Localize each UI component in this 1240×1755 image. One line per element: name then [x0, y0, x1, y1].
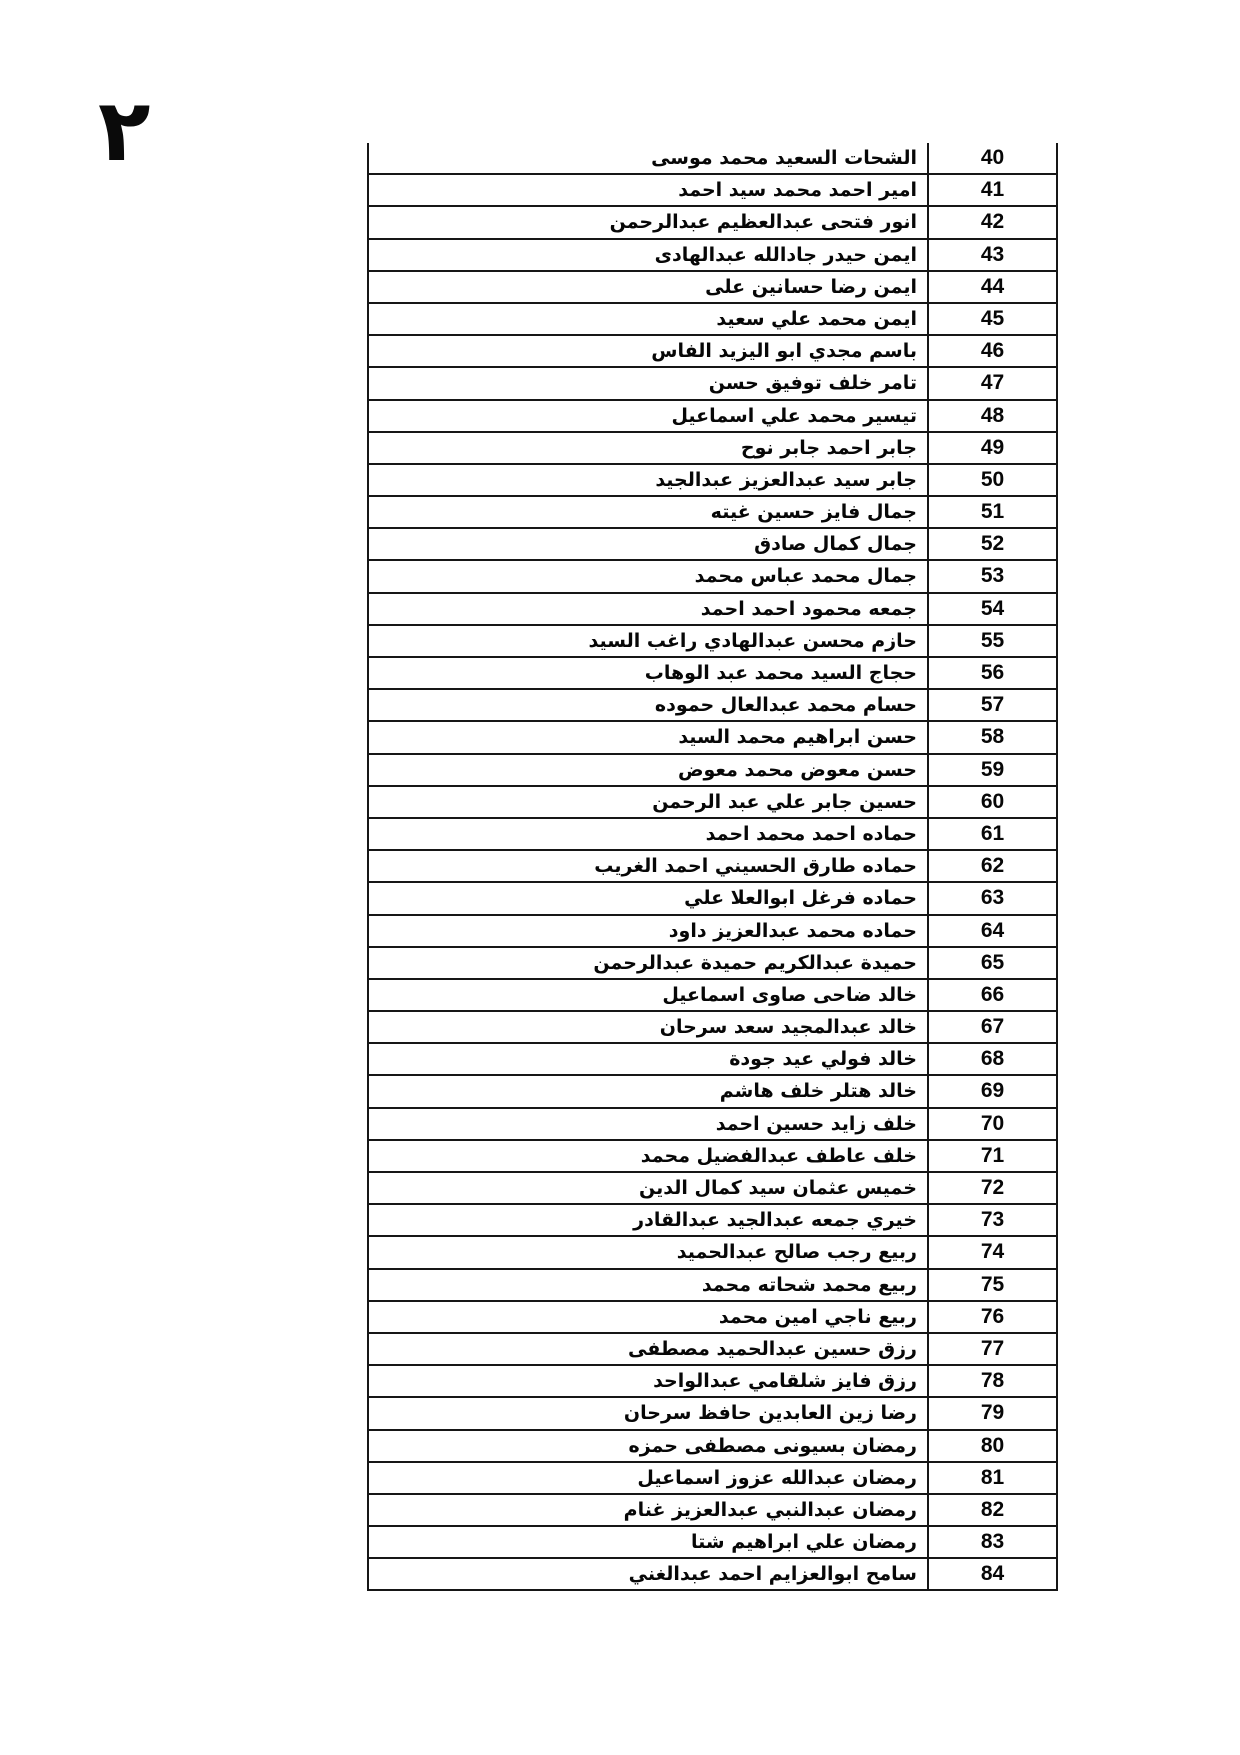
- person-name-cell: تامر خلف توفيق حسن: [708, 372, 917, 395]
- serial-number-cell: 74: [927, 1237, 1056, 1267]
- serial-number-cell: 70: [927, 1109, 1056, 1139]
- table-row: [369, 1237, 1056, 1269]
- person-name-cell: رمضان بسيونى مصطفى حمزه: [628, 1434, 917, 1457]
- table-row: [369, 1205, 1056, 1237]
- person-name-cell: خلف عاطف عبدالفضيل محمد: [640, 1144, 917, 1167]
- table-row: [369, 658, 1056, 690]
- serial-number-cell: 58: [927, 722, 1056, 752]
- person-name-cell: سامح ابوالعزايم احمد عبدالغني: [628, 1563, 917, 1586]
- table-row: [369, 175, 1056, 207]
- person-name-cell: انور فتحى عبدالعظيم عبدالرحمن: [609, 211, 917, 234]
- table-row: [369, 1431, 1056, 1463]
- person-name-cell: رزق حسين عبدالحميد مصطفى: [628, 1337, 917, 1360]
- person-name-cell: ايمن رضا حسانين على: [705, 275, 917, 298]
- serial-number-cell: 60: [927, 787, 1056, 817]
- serial-number-cell: 77: [927, 1334, 1056, 1364]
- person-name-cell: ربيع رجب صالح عبدالحميد: [676, 1241, 917, 1264]
- person-name-cell: ربيع ناجي امين محمد: [718, 1305, 917, 1328]
- person-name-cell: رمضان عبدالله عزوز اسماعيل: [637, 1466, 917, 1489]
- serial-number-cell: 44: [927, 272, 1056, 302]
- serial-number-cell: 72: [927, 1173, 1056, 1203]
- person-name-cell: حماده طارق الحسيني احمد الغريب: [594, 855, 917, 878]
- table-row: [369, 1495, 1056, 1527]
- person-name-cell: حماده احمد محمد احمد: [705, 822, 917, 845]
- table-row: [369, 948, 1056, 980]
- table-row: [369, 916, 1056, 948]
- serial-number-cell: 48: [927, 401, 1056, 431]
- person-name-cell: ايمن محمد علي سعيد: [716, 307, 917, 330]
- serial-number-cell: 56: [927, 658, 1056, 688]
- person-name-cell: خالد ضاحى صاوى اسماعيل: [662, 983, 917, 1006]
- person-name-cell: تيسير محمد علي اسماعيل: [671, 404, 917, 427]
- person-name-cell: خيري جمعه عبدالجيد عبدالقادر: [633, 1209, 917, 1232]
- table-row: [369, 1141, 1056, 1173]
- serial-number-cell: 47: [927, 368, 1056, 398]
- serial-number-cell: 82: [927, 1495, 1056, 1525]
- serial-number-cell: 51: [927, 497, 1056, 527]
- person-name-cell: خميس عثمان سيد كمال الدين: [638, 1177, 917, 1199]
- table-row: [369, 401, 1056, 433]
- table-row: [369, 465, 1056, 497]
- table-row: [369, 1109, 1056, 1141]
- person-name-cell: خالد هتلر خلف هاشم: [719, 1080, 917, 1103]
- table-row: [369, 1559, 1056, 1591]
- table-row: [369, 1270, 1056, 1302]
- person-name-cell: رضا زين العابدين حافظ سرحان: [623, 1402, 917, 1425]
- serial-number-cell: 73: [927, 1205, 1056, 1235]
- table-row: [369, 529, 1056, 561]
- table-row: [369, 561, 1056, 593]
- serial-number-cell: 83: [927, 1527, 1056, 1557]
- serial-number-cell: 50: [927, 465, 1056, 495]
- serial-number-cell: 68: [927, 1044, 1056, 1074]
- serial-number-cell: 57: [927, 690, 1056, 720]
- person-name-cell: حسن ابراهيم محمد السيد: [678, 726, 917, 749]
- person-name-cell: خالد عبدالمجيد سعد سرحان: [659, 1016, 917, 1039]
- serial-number-cell: 67: [927, 1012, 1056, 1042]
- table-row: [369, 1398, 1056, 1430]
- table-row: [369, 690, 1056, 722]
- table-row: [369, 336, 1056, 368]
- table-row: [369, 1527, 1056, 1559]
- person-name-cell: رمضان علي ابراهيم شتا: [691, 1531, 917, 1554]
- serial-number-cell: 75: [927, 1270, 1056, 1300]
- table-row: [369, 1012, 1056, 1044]
- serial-number-cell: 81: [927, 1463, 1056, 1493]
- serial-number-cell: 62: [927, 851, 1056, 881]
- person-name-cell: جمال كمال صادق: [754, 533, 917, 556]
- names-table: [367, 143, 1058, 1591]
- serial-number-cell: 63: [927, 883, 1056, 913]
- person-name-cell: امير احمد محمد سيد احمد: [678, 179, 917, 202]
- table-row: [369, 819, 1056, 851]
- serial-number-cell: 41: [927, 175, 1056, 205]
- table-row: [369, 594, 1056, 626]
- table-row: [369, 497, 1056, 529]
- serial-number-cell: 53: [927, 561, 1056, 591]
- table-row: [369, 1302, 1056, 1334]
- page-number: ٢: [98, 81, 151, 181]
- table-row: [369, 207, 1056, 239]
- table-row: [369, 980, 1056, 1012]
- person-name-cell: ربيع محمد شحاته محمد: [701, 1273, 917, 1296]
- serial-number-cell: 43: [927, 240, 1056, 270]
- serial-number-cell: 55: [927, 626, 1056, 656]
- serial-number-cell: 69: [927, 1076, 1056, 1106]
- table-row: [369, 1076, 1056, 1108]
- person-name-cell: رمضان عبدالنبي عبدالعزيز غنام: [623, 1498, 917, 1521]
- person-name-cell: خالد فولي عيد جودة: [729, 1048, 917, 1071]
- person-name-cell: حسام محمد عبدالعال حموده: [654, 694, 917, 717]
- table-row: [369, 883, 1056, 915]
- serial-number-cell: 45: [927, 304, 1056, 334]
- table-row: [369, 1366, 1056, 1398]
- table-row: [369, 626, 1056, 658]
- serial-number-cell: 42: [927, 207, 1056, 237]
- table-row: [369, 1463, 1056, 1495]
- table-row: [369, 787, 1056, 819]
- person-name-cell: جمال فايز حسين غيته: [710, 501, 917, 524]
- table-row: [369, 755, 1056, 787]
- table-row: [369, 272, 1056, 304]
- serial-number-cell: 52: [927, 529, 1056, 559]
- serial-number-cell: 84: [927, 1559, 1056, 1589]
- serial-number-cell: 76: [927, 1302, 1056, 1332]
- serial-number-cell: 59: [927, 755, 1056, 785]
- serial-number-cell: 49: [927, 433, 1056, 463]
- serial-number-cell: 54: [927, 594, 1056, 624]
- person-name-cell: جابر احمد جابر نوح: [740, 436, 917, 459]
- person-name-cell: خلف زايد حسين احمد: [715, 1112, 917, 1135]
- person-name-cell: ايمن حيدر جادالله عبدالهادى: [654, 243, 917, 266]
- person-name-cell: جمعه محمود احمد احمد: [700, 597, 917, 620]
- serial-number-cell: 66: [927, 980, 1056, 1010]
- serial-number-cell: 71: [927, 1141, 1056, 1171]
- person-name-cell: حماده محمد عبدالعزيز داود: [668, 919, 917, 942]
- person-name-cell: جمال محمد عباس محمد: [694, 565, 917, 588]
- table-row: [369, 368, 1056, 400]
- serial-number-cell: 46: [927, 336, 1056, 366]
- person-name-cell: حسن معوض محمد معوض: [677, 758, 917, 781]
- person-name-cell: حماده فرغل ابوالعلا علي: [684, 887, 917, 910]
- table-row: [369, 433, 1056, 465]
- person-name-cell: حسين جابر علي عبد الرحمن: [652, 790, 917, 813]
- table-row: [369, 1334, 1056, 1366]
- person-name-cell: حجاج السيد محمد عبد الوهاب: [644, 662, 917, 684]
- table-row: [369, 722, 1056, 754]
- table-row: [369, 1044, 1056, 1076]
- table-row: [369, 851, 1056, 883]
- person-name-cell: حازم محسن عبدالهادي راغب السيد: [588, 629, 917, 652]
- person-name-cell: جابر سيد عبدالعزيز عبدالجيد: [655, 468, 917, 491]
- serial-number-cell: 80: [927, 1431, 1056, 1461]
- serial-number-cell: 79: [927, 1398, 1056, 1428]
- person-name-cell: رزق فايز شلقامي عبدالواحد: [653, 1370, 917, 1393]
- person-name-cell: باسم مجدي ابو اليزيد الفاس: [651, 340, 917, 363]
- serial-number-cell: 64: [927, 916, 1056, 946]
- table-row: [369, 1173, 1056, 1205]
- table-row: [369, 143, 1056, 175]
- table-row: [369, 240, 1056, 272]
- serial-number-cell: 78: [927, 1366, 1056, 1396]
- serial-number-cell: 65: [927, 948, 1056, 978]
- person-name-cell: الشحات السعيد محمد موسى: [651, 147, 917, 169]
- table-row: [369, 304, 1056, 336]
- serial-number-cell: 40: [927, 143, 1056, 173]
- person-name-cell: حميدة عبدالكريم حميدة عبدالرحمن: [593, 951, 917, 974]
- serial-number-cell: 61: [927, 819, 1056, 849]
